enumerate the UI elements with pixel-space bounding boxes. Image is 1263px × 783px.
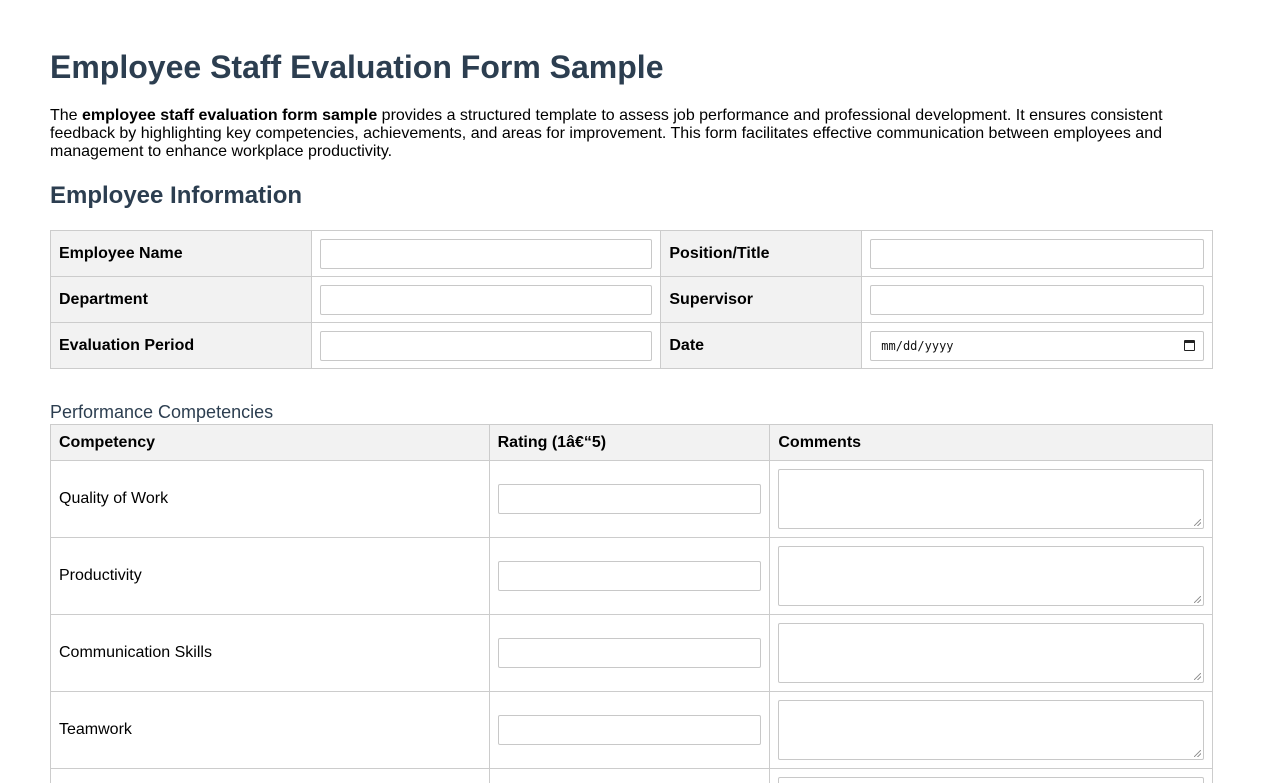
position-title-label: Position/Title: [661, 231, 862, 277]
competencies-header-row: [51, 425, 1213, 461]
info-row: [51, 277, 1213, 323]
rating-cell: [489, 615, 770, 692]
evaluation-period-cell: [311, 323, 661, 369]
intro-suffix: provides a structured template to assess job performance and professional development. It ensures consistent feedback by highlighting key competencies, achievements, and areas for improvement. This form facilitates effective communication between employees and management to enhance workplace productivity.: [50, 107, 1163, 160]
intro-paragraph: [50, 107, 1213, 161]
evaluation-period-label: Evaluation Period: [51, 323, 312, 369]
department-input[interactable]: [320, 285, 653, 315]
employee-name-input[interactable]: [320, 239, 653, 269]
competency-name: Quality of Work: [51, 461, 490, 538]
date-placeholder: mm/dd/yyyy: [881, 338, 954, 353]
employee-info-heading: Employee Information: [50, 182, 303, 209]
calendar-icon[interactable]: [1184, 340, 1195, 351]
date-input[interactable]: [870, 331, 1204, 361]
employee-info-table: [50, 230, 1213, 369]
info-row: [51, 231, 1213, 277]
column-header-comments: Comments: [770, 425, 1213, 461]
department-cell: [311, 277, 661, 323]
rating-input[interactable]: [498, 561, 762, 591]
comments-textarea[interactable]: [778, 777, 1204, 783]
resize-grip-icon[interactable]: [1194, 596, 1201, 603]
supervisor-cell: [862, 277, 1213, 323]
rating-cell: [489, 769, 770, 783]
competency-name: Productivity: [51, 538, 490, 615]
date-label: Date: [661, 323, 862, 369]
page-title: Employee Staff Evaluation Form Sample: [50, 49, 664, 85]
comments-cell: [770, 538, 1213, 615]
comments-textarea[interactable]: [778, 546, 1204, 606]
comments-textarea[interactable]: [778, 623, 1204, 683]
resize-grip-icon[interactable]: [1194, 750, 1201, 757]
position-title-input[interactable]: [870, 239, 1204, 269]
table-row: [51, 538, 1213, 615]
info-row: [51, 323, 1213, 369]
supervisor-label: Supervisor: [661, 277, 862, 323]
position-title-cell: [862, 231, 1213, 277]
competency-name: [51, 769, 490, 783]
evaluation-period-input[interactable]: [320, 331, 653, 361]
column-header-rating: Rating (1â€“5): [489, 425, 770, 461]
competencies-table: [50, 424, 1213, 783]
comments-textarea[interactable]: [778, 469, 1204, 529]
resize-grip-icon[interactable]: [1194, 673, 1201, 680]
column-header-competency: Competency: [51, 425, 490, 461]
intro-bold: employee staff evaluation form sample: [82, 107, 378, 124]
intro-prefix: The: [50, 107, 83, 124]
comments-cell: [770, 692, 1213, 769]
rating-input[interactable]: [498, 715, 762, 745]
competency-name: Teamwork: [51, 692, 490, 769]
date-cell: [862, 323, 1213, 369]
table-row: [51, 692, 1213, 769]
comments-cell: [770, 615, 1213, 692]
rating-cell: [489, 461, 770, 538]
employee-name-cell: [311, 231, 661, 277]
rating-input[interactable]: [498, 638, 762, 668]
competencies-heading: Performance Competencies: [50, 402, 274, 422]
table-row: [51, 461, 1213, 538]
resize-grip-icon[interactable]: [1194, 519, 1201, 526]
supervisor-input[interactable]: [870, 285, 1204, 315]
comments-textarea[interactable]: [778, 700, 1204, 760]
table-row: [51, 769, 1213, 783]
rating-input[interactable]: [498, 484, 762, 514]
table-row: [51, 615, 1213, 692]
comments-cell: [770, 769, 1213, 783]
rating-cell: [489, 692, 770, 769]
rating-cell: [489, 538, 770, 615]
comments-cell: [770, 461, 1213, 538]
employee-name-label: Employee Name: [51, 231, 312, 277]
competency-name: Communication Skills: [51, 615, 490, 692]
department-label: Department: [51, 277, 312, 323]
